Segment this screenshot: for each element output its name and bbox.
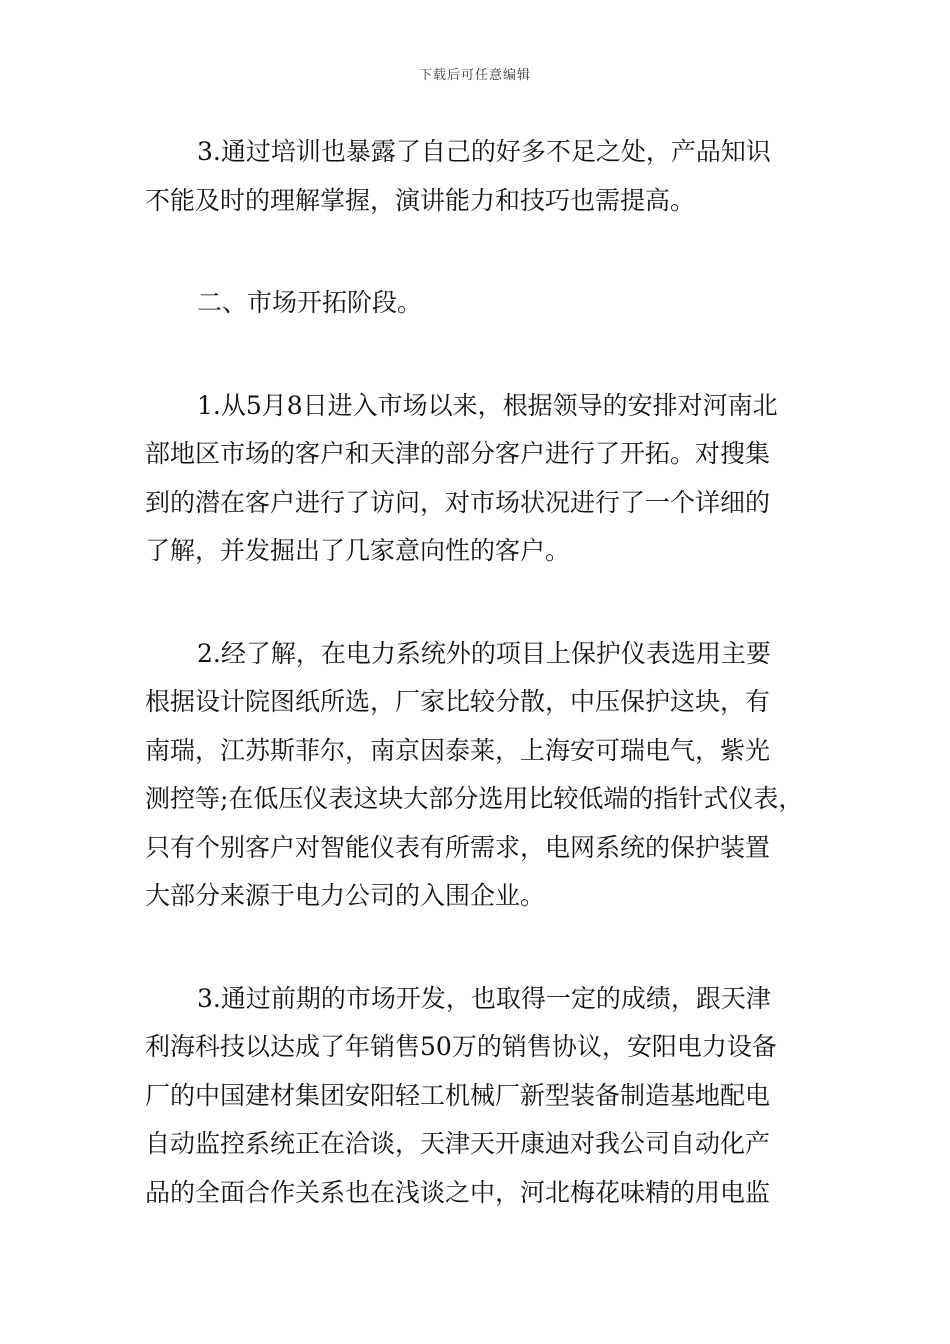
paragraph-line: 到的潜在客户进行了访问，对市场状况进行了一个详细的	[145, 487, 771, 517]
paragraph-line: 3.通过前期的市场开发，也取得一定的成绩，跟天津	[197, 983, 771, 1013]
paragraph-line: 厂的中国建材集团安阳轻工机械厂新型装备制造基地配电	[145, 1080, 771, 1110]
paragraph-training-shortcomings	[145, 128, 810, 225]
section-heading: 二、市场开拓阶段。	[197, 288, 423, 317]
paragraph-line: 南瑞，江苏斯菲尔，南京因泰莱，上海安可瑞电气，紫光	[145, 735, 771, 765]
document-body	[145, 128, 810, 1271]
paragraph-line: 2.经了解，在电力系统外的项目上保护仪表选用主要	[197, 638, 771, 668]
paragraph-line: 1.从5月8日进入市场以来，根据领导的安排对河南北	[197, 390, 778, 420]
section-heading-market-development	[145, 279, 810, 328]
paragraph-market-analysis	[145, 630, 810, 921]
paragraph-line: 自动监控系统正在洽谈，天津天开康迪对我公司自动化产	[145, 1129, 771, 1158]
paragraph-line: 部地区市场的客户和天津的部分客户进行了开拓。对搜集	[145, 439, 771, 468]
paragraph-line: 利海科技以达成了年销售50万的销售协议，安阳电力设备	[145, 1032, 777, 1061]
paragraph-line: 品的全面合作关系也在浅谈之中，河北梅花味精的用电监	[145, 1177, 771, 1207]
paragraph-line: 只有个别客户对智能仪表有所需求，电网系统的保护装置	[145, 832, 771, 862]
paragraph-line: 3.通过培训也暴露了自己的好多不足之处，产品知识	[197, 137, 771, 166]
paragraph-achievements	[145, 975, 810, 1218]
paragraph-line: 测控等;在低压仪表这块大部分选用比较低端的指针式仪表，	[145, 784, 804, 813]
page-header: 下载后可任意编辑	[418, 68, 531, 83]
paragraph-line: 了解，并发掘出了几家意向性的客户。	[145, 536, 571, 565]
paragraph-line: 不能及时的理解掌握，演讲能力和技巧也需提高。	[145, 185, 696, 215]
paragraph-line: 大部分来源于电力公司的入围企业。	[145, 881, 546, 910]
paragraph-market-entry	[145, 382, 810, 576]
paragraph-line: 根据设计院图纸所选，厂家比较分散，中压保护这块，有	[145, 687, 771, 716]
